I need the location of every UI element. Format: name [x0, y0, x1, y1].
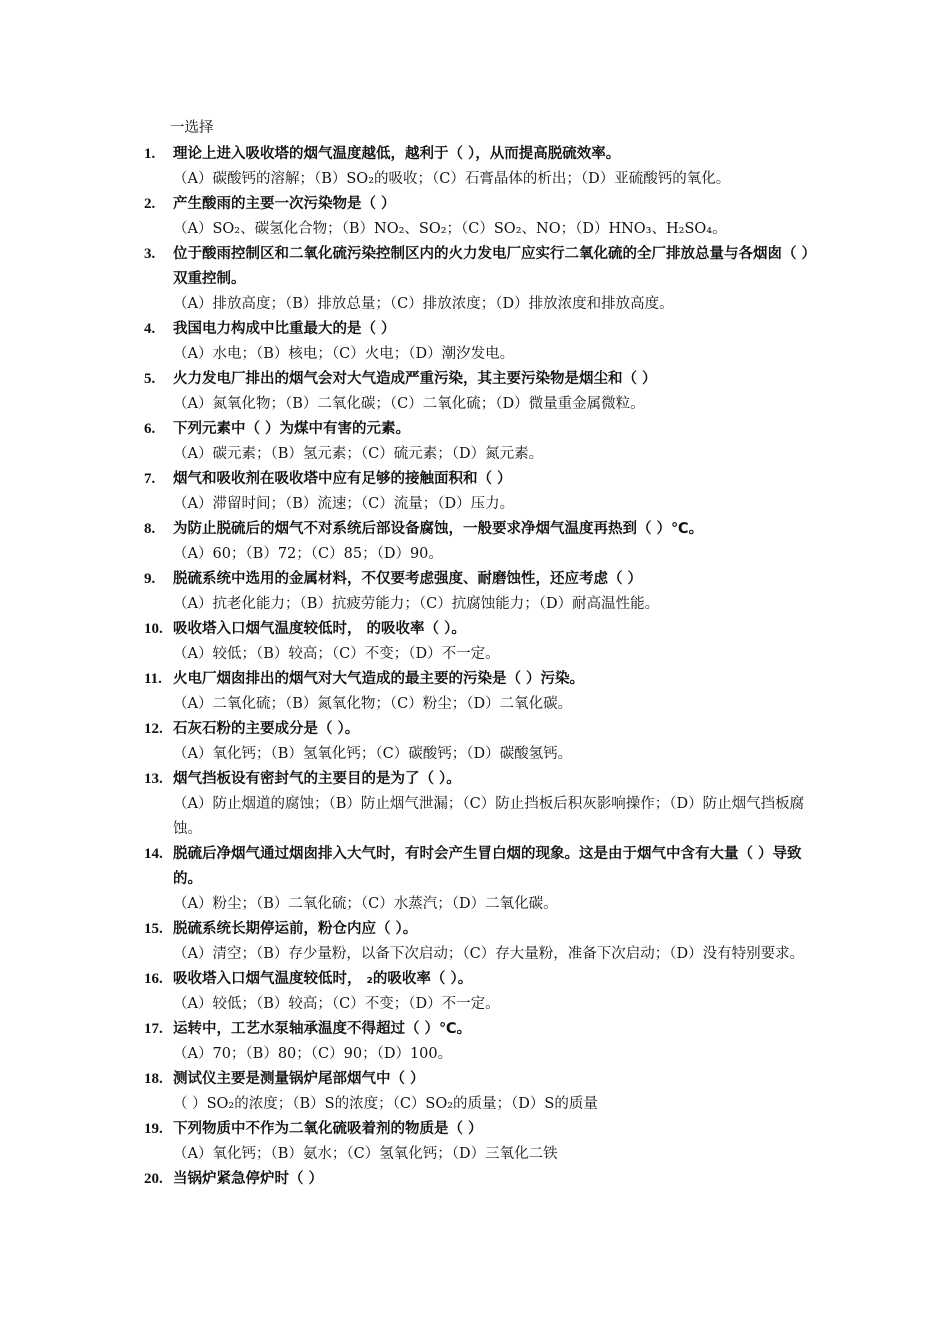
question-number: 11. [144, 671, 162, 687]
question-stem [0, 367, 813, 392]
question-item [0, 317, 950, 367]
question-text: 脱硫系统长期停运前，粉仓内应（ ）。 [173, 921, 418, 937]
question-item [0, 717, 950, 767]
question-number: 6. [144, 421, 156, 437]
question-options: （A）碳酸钙的溶解；（B）SO₂的吸收；（C）石膏晶体的析出；（D）亚硫酸钙的氧化。 [173, 171, 731, 187]
question-text: 下列物质中不作为二氧化硫吸着剂的物质是（ ） [173, 1121, 483, 1137]
question-number: 4. [144, 321, 156, 337]
question-stem [0, 1167, 813, 1192]
question-item [0, 967, 950, 1017]
question-item [0, 417, 950, 467]
question-options: （A）抗老化能力；（B）抗疲劳能力；（C）抗腐蚀能力；（D）耐高温性能。 [173, 596, 660, 612]
question-number: 3. [144, 246, 156, 262]
question-options: （A）水电；（B）核电；（C）火电；（D）潮汐发电。 [173, 346, 515, 362]
question-stem [0, 142, 813, 167]
question-text: 测试仪主要是测量锅炉尾部烟气中（ ） [173, 1071, 425, 1087]
question-stem [0, 717, 813, 742]
question-stem [0, 1067, 813, 1092]
question-list [0, 142, 950, 1192]
question-item [0, 1067, 950, 1117]
question-item [0, 1117, 950, 1167]
question-options: （A）清空；（B）存少量粉，以备下次启动；（C）存大量粉，准备下次启动；（D）没有特别要求。 [173, 946, 805, 962]
question-number: 9. [144, 571, 156, 587]
question-text: 吸收塔入口烟气温度较低时， 的吸收率（ ）。 [173, 621, 466, 637]
question-item [0, 767, 950, 842]
question-text: 烟气和吸收剂在吸收塔中应有足够的接触面积和（ ） [173, 471, 512, 487]
question-options: （ ）SO₂的浓度；（B）S的浓度；（C）SO₂的质量；（D）S的质量 [173, 1096, 598, 1112]
question-number: 14. [144, 846, 163, 862]
question-options: （A）氧化钙；（B）氨水；（C）氢氧化钙；（D）三氧化二铁 [173, 1146, 558, 1162]
question-stem [0, 192, 813, 217]
question-text: 下列元素中（ ）为煤中有害的元素。 [173, 421, 411, 437]
question-number: 13. [144, 771, 163, 787]
question-item [0, 667, 950, 717]
question-number: 8. [144, 521, 156, 537]
question-item [0, 517, 950, 567]
question-options: （A）排放高度；（B）排放总量；（C）排放浓度；（D）排放浓度和排放高度。 [173, 296, 674, 312]
question-number: 17. [144, 1021, 163, 1037]
question-item [0, 1167, 950, 1192]
question-item [0, 242, 950, 317]
question-stem [0, 767, 813, 792]
question-stem [0, 467, 813, 492]
question-stem [0, 567, 813, 592]
question-item [0, 567, 950, 617]
question-text: 火力发电厂排出的烟气会对大气造成严重污染，其主要污染物是烟尘和（ ） [173, 371, 657, 387]
question-number: 19. [144, 1121, 163, 1137]
question-options: （A）SO₂、碳氢化合物；（B）NO₂、SO₂；（C）SO₂、NO；（D）HNO₃、H₂SO₄。 [173, 221, 727, 237]
question-number: 7. [144, 471, 156, 487]
question-options: （A）滞留时间；（B）流速；（C）流量；（D）压力。 [173, 496, 515, 512]
question-item [0, 842, 950, 917]
question-stem [0, 1117, 813, 1142]
question-stem [0, 517, 813, 542]
question-options: （A）氧化钙；（B）氢氧化钙；（C）碳酸钙；（D）碳酸氢钙。 [173, 746, 573, 762]
question-number: 15. [144, 921, 163, 937]
question-item [0, 617, 950, 667]
question-stem [0, 667, 813, 692]
question-options: （A）二氧化硫；（B）氮氧化物；（C）粉尘；（D）二氧化碳。 [173, 696, 573, 712]
question-item [0, 192, 950, 242]
question-stem [0, 317, 813, 342]
question-number: 16. [144, 971, 163, 987]
question-stem [0, 617, 813, 642]
question-number: 12. [144, 721, 163, 737]
question-text: 烟气挡板设有密封气的主要目的是为了（ ）。 [173, 771, 461, 787]
question-text: 理论上进入吸收塔的烟气温度越低，越利于（ ），从而提高脱硫效率。 [173, 146, 621, 162]
question-text: 运转中，工艺水泵轴承温度不得超过（ ）℃。 [173, 1021, 472, 1037]
question-options: （A）粉尘；（B）二氧化硫；（C）水蒸汽；（D）二氧化碳。 [173, 896, 558, 912]
question-options: （A）较低；（B）较高；（C）不变；（D）不一定。 [173, 996, 500, 1012]
question-stem [0, 242, 813, 292]
question-text: 石灰石粉的主要成分是（ ）。 [173, 721, 360, 737]
question-text: 我国电力构成中比重最大的是（ ） [173, 321, 396, 337]
question-text: 火电厂烟囱排出的烟气对大气造成的最主要的污染是（ ）污染。 [173, 671, 585, 687]
question-number: 18. [144, 1071, 163, 1087]
question-item [0, 142, 950, 192]
question-item [0, 367, 950, 417]
question-options: （A）氮氧化物；（B）二氧化碳；（C）二氧化硫；（D）微量重金属微粒。 [173, 396, 645, 412]
question-number: 2. [144, 196, 156, 212]
question-text: 脱硫系统中选用的金属材料，不仅要考虑强度、耐磨蚀性，还应考虑（ ） [173, 571, 643, 587]
question-number: 1. [144, 146, 156, 162]
question-item [0, 917, 950, 967]
question-text: 吸收塔入口烟气温度较低时， ₂的吸收率（ ）。 [173, 971, 473, 987]
question-stem [0, 917, 813, 942]
question-stem [0, 967, 813, 992]
question-text: 为防止脱硫后的烟气不对系统后部设备腐蚀，一般要求净烟气温度再热到（ ）℃。 [173, 521, 704, 537]
question-text: 位于酸雨控制区和二氧化硫污染控制区内的火力发电厂应实行二氧化硫的全厂排放总量与各烟囱（ ）双重控制。 [173, 246, 809, 287]
question-text: 产生酸雨的主要一次污染物是（ ） [173, 196, 396, 212]
question-number: 5. [144, 371, 156, 387]
question-options: （A）防止烟道的腐蚀；（B）防止烟气泄漏；（C）防止挡板后积灰影响操作；（D）防止烟气挡板腐蚀。 [173, 796, 805, 837]
question-options: （A）碳元素；（B）氢元素；（C）硫元素；（D）氮元素。 [173, 446, 544, 462]
question-options: （A）较低；（B）较高；（C）不变；（D）不一定。 [173, 646, 500, 662]
question-options: （A）60；（B）72；（C）85；（D）90。 [173, 546, 443, 562]
question-item [0, 1017, 950, 1067]
question-stem [0, 417, 813, 442]
question-item [0, 467, 950, 517]
question-stem [0, 842, 813, 892]
section-title: 一选择 [170, 120, 214, 136]
question-number: 20. [144, 1171, 163, 1187]
question-stem [0, 1017, 813, 1042]
question-options: （A）70；（B）80；（C）90；（D）100。 [173, 1046, 453, 1062]
question-text: 脱硫后净烟气通过烟囱排入大气时，有时会产生冒白烟的现象。这是由于烟气中含有大量（ ）导致的。 [173, 846, 802, 887]
question-text: 当锅炉紧急停炉时（ ） [173, 1171, 324, 1187]
question-number: 10. [144, 621, 163, 637]
